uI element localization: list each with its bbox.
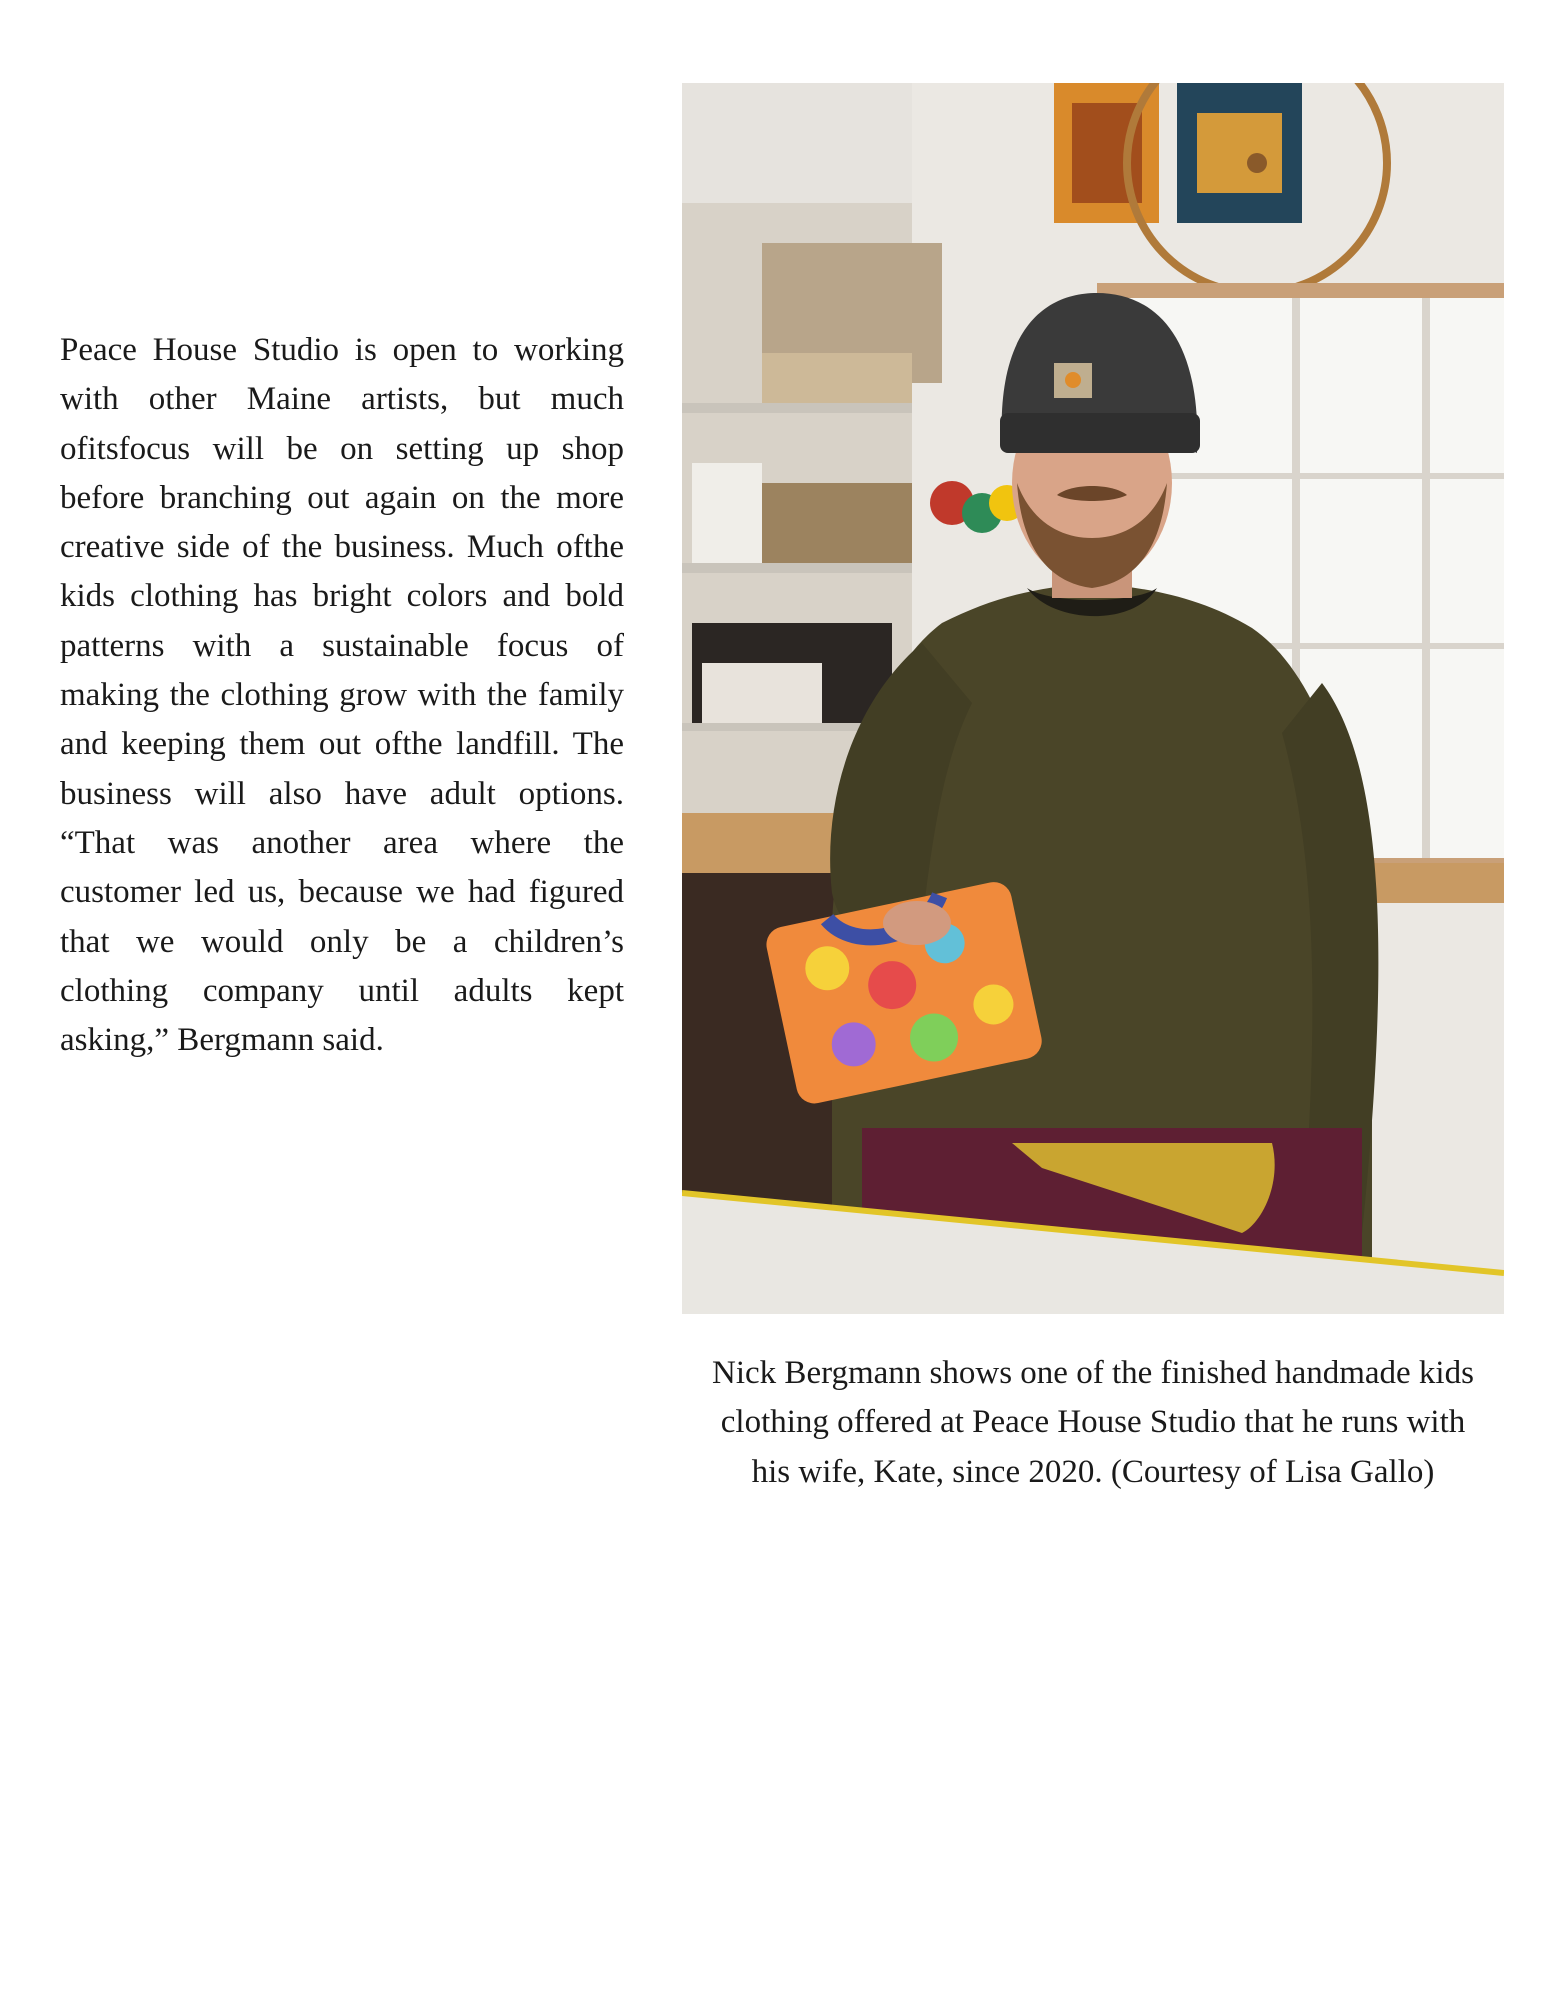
photo-caption: Nick Bergmann shows one of the finished handmade kids clothing offered at Peace House Studio that he runs with his wife, Kate, since 2020. (Courtesy of Lisa Gallo) [712,1355,1474,1490]
article-paragraph: Peace House Studio is open to working with other Maine artists, but much ofitsfocus will be on setting up shop before branching out again on the more creative side of the business. Much ofthe kids clothing has bright colors and bold patterns with a sustainable focus of making the clothing grow with the family and keeping them out ofthe landfill. The business will also have adult options. “That was another area where the customer led us, because we had figured that we would only be a children’s clothing company until adults kept asking,” Bergmann said. [60,332,624,1059]
article-photo [682,83,1504,1314]
photo-illustration [682,83,1504,1314]
